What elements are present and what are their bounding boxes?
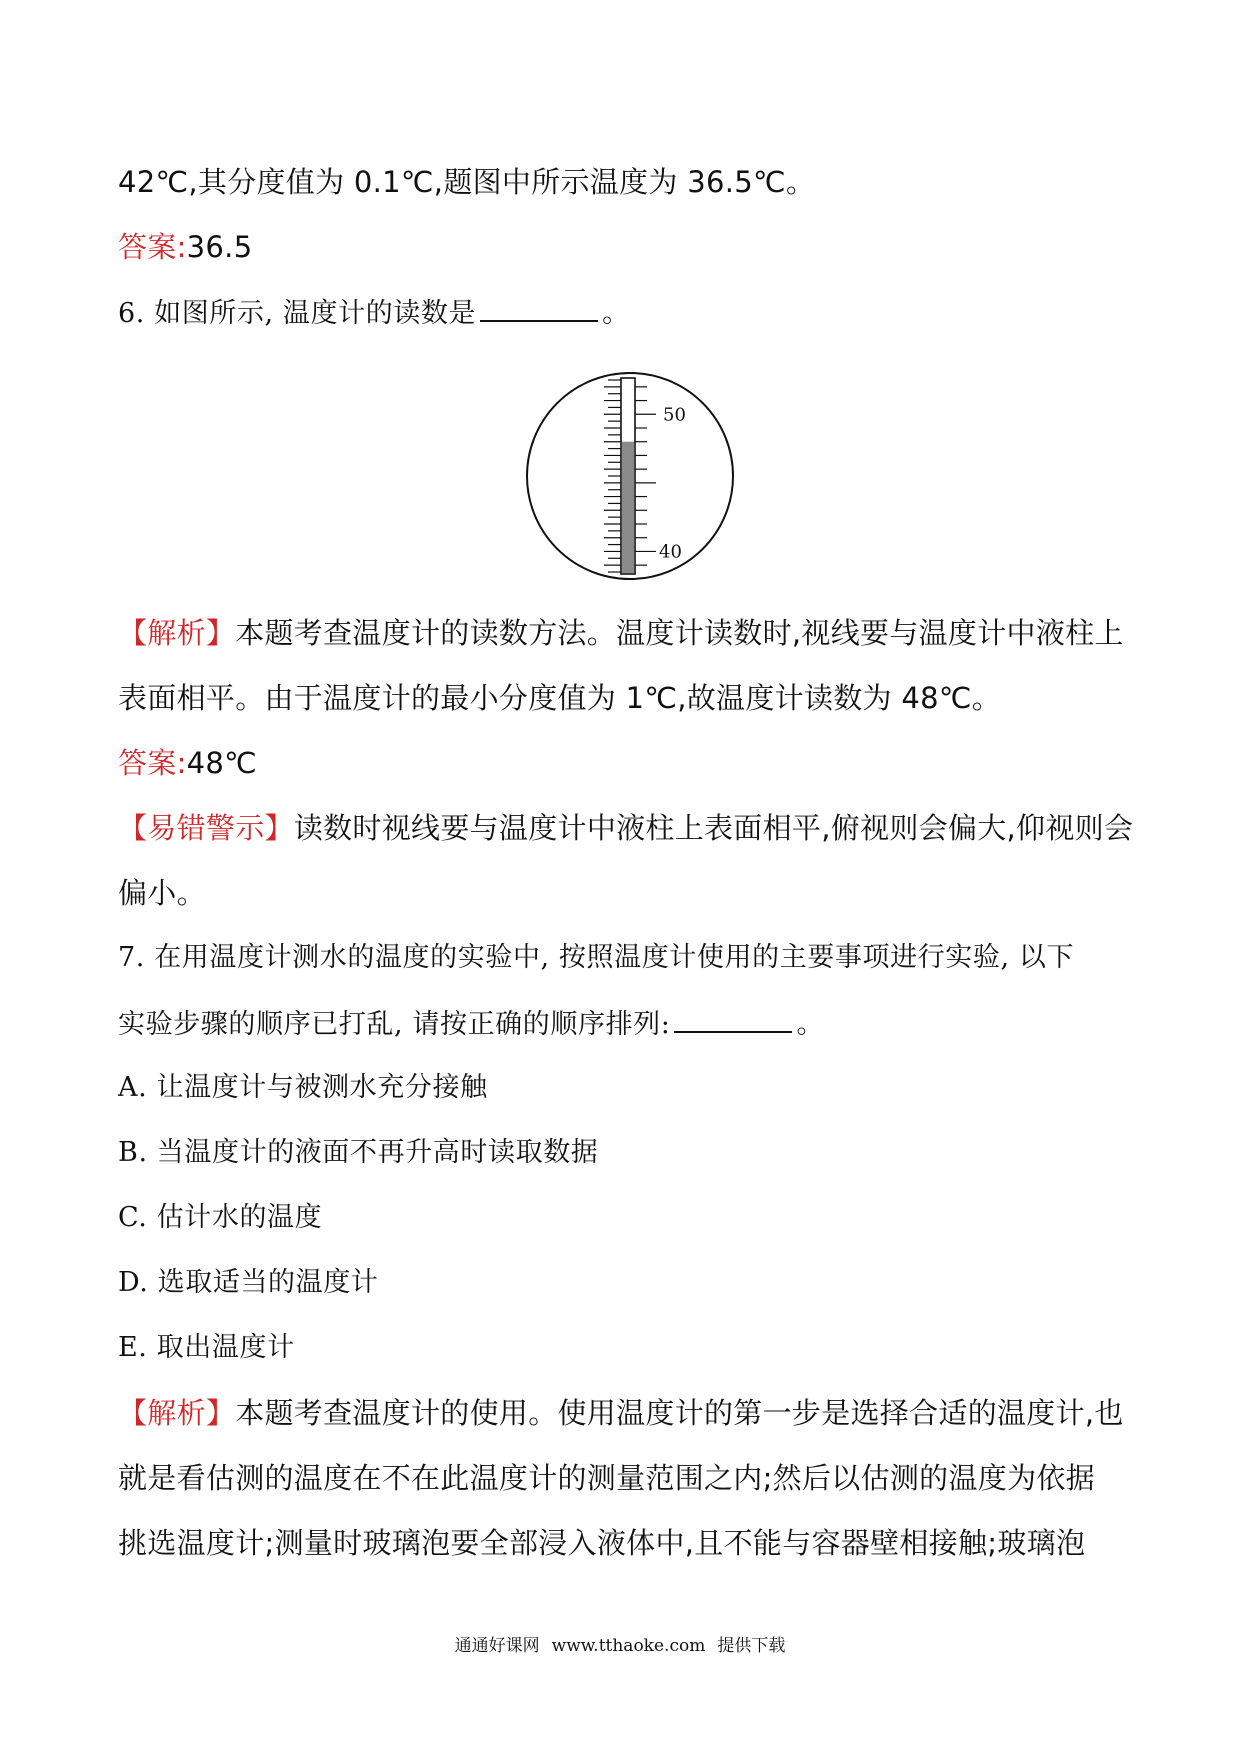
analysis-text: 挑选温度计;测量时玻璃泡要全部浸入液体中,且不能与容器壁相接触;玻璃泡: [118, 1526, 1086, 1560]
footer-site-name: 通通好课网: [454, 1636, 540, 1656]
right-scale-ticks: [635, 387, 656, 565]
answer-value: 48℃: [186, 746, 258, 780]
analysis-text: 本题考查温度计的读数方法。温度计读数时,视线要与温度计中液柱上: [235, 616, 1124, 650]
warning-text: 读数时视线要与温度计中液柱上表面相平,俯视则会偏大,仰视则会: [293, 811, 1134, 845]
question-end: 。: [796, 1009, 825, 1040]
analysis-text: 表面相平。由于温度计的最小分度值为 1℃,故温度计读数为 48℃。: [118, 681, 1002, 715]
analysis-text: 本题考查温度计的使用。使用温度计的第一步是选择合适的温度计,也: [235, 1396, 1124, 1430]
analysis-continuation: 42℃,其分度值为 0.1℃,题图中所示温度为 36.5℃。: [118, 165, 816, 199]
left-scale-ticks: [604, 380, 621, 572]
scale-label-50: 50: [663, 404, 686, 426]
text-line: [118, 162, 815, 202]
footer-url[interactable]: www.tthaoke.com: [551, 1636, 706, 1656]
answer-blank: [674, 1003, 792, 1033]
text-line: [118, 1523, 1085, 1563]
question-text: 6. 如图所示, 温度计的读数是: [118, 298, 477, 329]
option-text: B. 当温度计的液面不再升高时读取数据: [118, 1137, 599, 1168]
answer-blank: [480, 292, 598, 322]
question-7-cont: [118, 1003, 824, 1045]
analysis-block-2: [118, 1393, 1124, 1433]
answer-line: [118, 227, 252, 267]
option-b: [118, 1133, 598, 1173]
option-a: [118, 1068, 488, 1108]
option-text: C. 估计水的温度: [118, 1202, 323, 1233]
question-6: [118, 292, 630, 334]
thermometer-figure: [520, 366, 740, 586]
analysis-block-1: [118, 613, 1124, 653]
text-line: [118, 678, 1001, 718]
option-d: [118, 1263, 378, 1303]
option-c: [118, 1198, 322, 1238]
warning-tag: 【易错警示】: [118, 811, 294, 845]
warning-text: 偏小。: [118, 876, 206, 910]
text-line: [118, 1458, 1095, 1498]
answer-label: 答案:: [118, 746, 187, 780]
scale-label-40: 40: [659, 541, 682, 563]
answer-value: 36.5: [186, 230, 253, 264]
answer-line: [118, 743, 257, 783]
option-text: E. 取出温度计: [118, 1332, 295, 1363]
answer-label: 答案:: [118, 230, 187, 264]
question-end: 。: [602, 298, 630, 329]
analysis-tag: 【解析】: [118, 616, 236, 650]
liquid-column: [622, 442, 634, 573]
question-7: [118, 938, 1074, 978]
option-e: [118, 1328, 295, 1368]
option-text: A. 让温度计与被测水充分接触: [118, 1072, 488, 1103]
footer-action: 提供下载: [717, 1636, 786, 1656]
warning-block: [118, 808, 1133, 848]
analysis-tag: 【解析】: [118, 1396, 236, 1430]
analysis-text: 就是看估测的温度在不在此温度计的测量范围之内;然后以估测的温度为依据: [118, 1461, 1095, 1495]
text-line: [118, 873, 206, 913]
question-text: 7. 在用温度计测水的温度的实验中, 按照温度计使用的主要事项进行实验, 以下: [118, 942, 1075, 973]
option-text: D. 选取适当的温度计: [118, 1267, 379, 1298]
question-text: 实验步骤的顺序已打乱, 请按正确的顺序排列:: [118, 1009, 671, 1040]
page-footer: [0, 1631, 1240, 1656]
